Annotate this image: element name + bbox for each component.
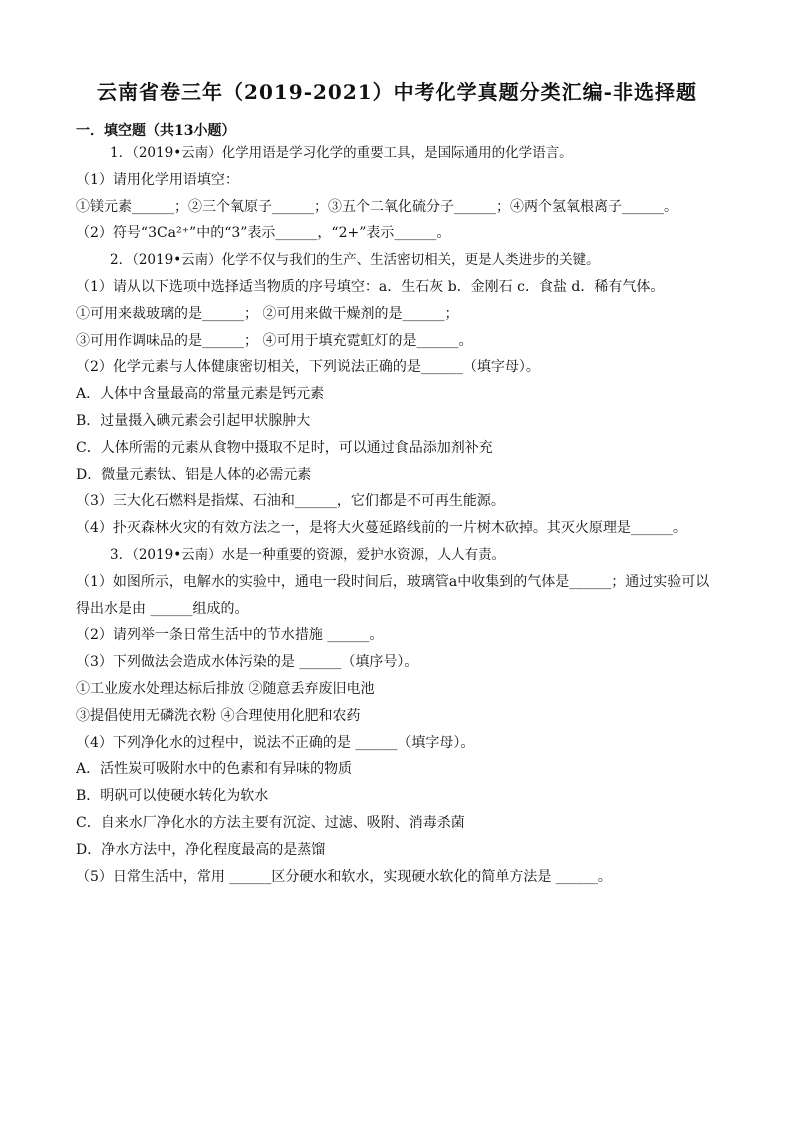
question-line: C．人体所需的元素从食物中摄取不足时，可以通过食品添加剂补充 xyxy=(76,439,493,456)
question-stem: 1．（2019•云南）化学用语是学习化学的重要工具，是国际通用的化学语言。 xyxy=(110,145,573,161)
question-line: ③提倡使用无磷洗衣粉 ④合理使用化肥和农药 xyxy=(76,707,361,724)
section-heading: 一．填空题（共13小题） xyxy=(76,123,236,139)
question-line: （1）如图所示，电解水的实验中，通电一段时间后，玻璃管a中收集到的气体是______；通过实验可以 xyxy=(76,573,710,590)
question-line: （3）下列做法会造成水体污染的是 ______（填序号）。 xyxy=(76,654,419,671)
question-line: A．活性炭可吸附水中的色素和有异味的物质 xyxy=(76,761,353,778)
question-line: B．过量摄入碘元素会引起甲状腺肿大 xyxy=(76,412,311,429)
question-line: （2）请列举一条日常生活中的节水措施 ______。 xyxy=(76,627,384,644)
question-line: 得出水是由 ______组成的。 xyxy=(76,600,249,617)
question-stem: 3．（2019•云南）水是一种重要的资源，爱护水资源，人人有责。 xyxy=(110,546,506,563)
page-title: 云南省卷三年（2019-2021）中考化学真题分类汇编-非选择题 xyxy=(97,80,697,104)
question-line: ①可用来裁玻璃的是______； ②可用来做干燥剂的是______； xyxy=(76,305,459,322)
question-stem: 2．（2019•云南）化学不仅与我们的生产、生活密切相关，更是人类进步的关键。 xyxy=(110,252,600,269)
question-line: （4）下列净化水的过程中，说法不正确的是 ______（填字母）。 xyxy=(76,734,475,751)
question-line: （1）请用化学用语填空： xyxy=(76,171,239,188)
question-line: （3）三大化石燃料是指煤、石油和______，它们都是不可再生能源。 xyxy=(76,493,505,510)
question-line: ①工业废水处理达标后排放 ②随意丢弃废旧电池 xyxy=(76,680,375,697)
question-list xyxy=(76,140,736,890)
question-line: （5）日常生活中，常用 ______区分硬水和软水，实现硬水软化的简单方法是 ______。 xyxy=(76,868,612,885)
question-line: B．明矾可以使硬水转化为软水 xyxy=(76,788,269,805)
question-line: ③可用作调味品的是______； ④可用于填充霓虹灯的是______。 xyxy=(76,332,473,349)
question-line: （2）符号“3Ca²⁺”中的“3”表示______，“2+”表示______。 xyxy=(76,225,451,242)
question-line: C．自来水厂净化水的方法主要有沉淀、过滤、吸附、消毒杀菌 xyxy=(76,814,465,831)
question-line: ①镁元素______；②三个氧原子______；③五个二氧化硫分子______；④两个氢氧根离子______。 xyxy=(76,198,678,215)
question-line: （4）扑灭森林火灾的有效方法之一，是将大火蔓延路线前的一片树木砍掉。其灭火原理是______。 xyxy=(76,520,687,537)
question-line: A．人体中含量最高的常量元素是钙元素 xyxy=(76,386,325,403)
question-line: D．微量元素钛、铝是人体的必需元素 xyxy=(76,466,312,483)
question-line: （1）请从以下选项中选择适当物质的序号填空：a．生石灰 b．金刚石 c．食盐 d．稀有气体。 xyxy=(76,278,665,295)
question-line: （2）化学元素与人体健康密切相关，下列说法正确的是______（填字母）。 xyxy=(76,359,540,376)
question-line: D．净水方法中，净化程度最高的是蒸馏 xyxy=(76,841,326,858)
